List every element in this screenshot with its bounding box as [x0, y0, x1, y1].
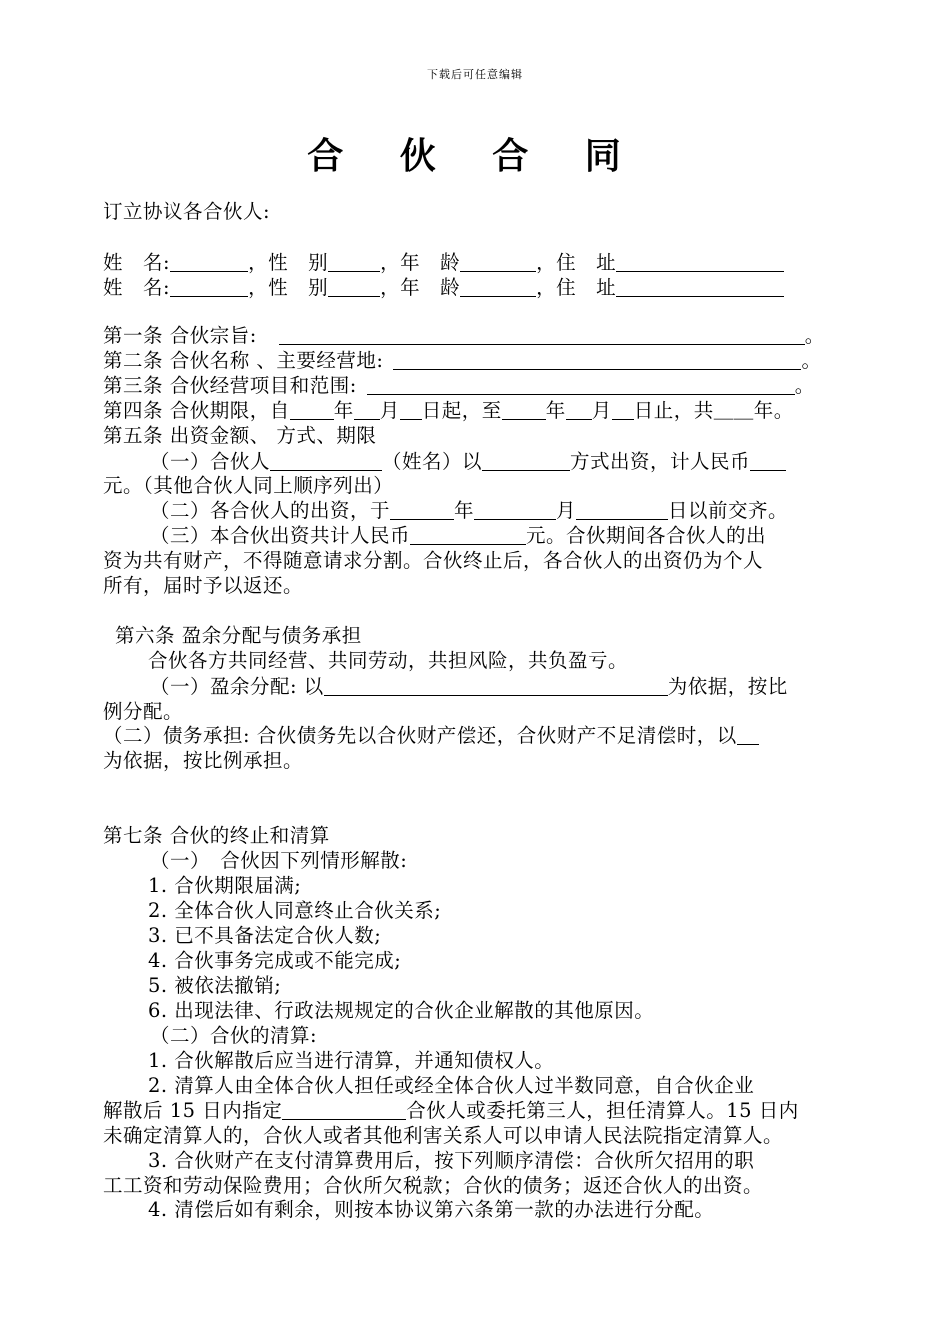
article-5-2: [150, 499, 788, 523]
list-item: 1. 合伙期限届满;: [148, 874, 302, 897]
article-3-text: 第三条 合伙经营项目和范围:: [103, 374, 357, 397]
party-row-2: [103, 276, 784, 300]
purpose-blank[interactable]: [279, 326, 805, 345]
end-day-blank[interactable]: [612, 401, 634, 420]
name-location-blank[interactable]: [393, 351, 801, 370]
end-mark: 。: [794, 374, 815, 397]
list-item: 2. 全体合伙人同意终止合伙关系;: [148, 899, 442, 922]
article-5-3b: 资为共有财产，不得随意请求分割。合伙终止后，各合伙人的出资仍为个人: [103, 549, 764, 572]
gender-label: ，性 别: [248, 251, 329, 274]
a5-2-month: 月: [556, 499, 577, 522]
article-7: 第七条 合伙的终止和清算: [103, 824, 330, 847]
list-item: 4. 清偿后如有剩余，则按本协议第六条第一款的办法进行分配。: [148, 1198, 715, 1221]
end-mark: 。: [801, 349, 822, 372]
intro-line: 订立协议各合伙人:: [103, 200, 271, 223]
list-item: 3. 已不具备法定合伙人数;: [148, 924, 382, 947]
a7-2-2b-text2: 合伙人或委托第三人，担任清算人。15 日内: [406, 1099, 799, 1122]
list-item: 2. 清算人由全体合伙人担任或经全体合伙人过半数同意，自合伙企业: [148, 1074, 755, 1097]
a4-year: 年: [333, 399, 354, 422]
a4-to: 日起，至: [421, 399, 502, 422]
article-6-2: [103, 724, 759, 748]
debt-basis-blank[interactable]: [737, 726, 759, 745]
scope-blank[interactable]: [367, 376, 795, 395]
a5-1-text3: 方式出资，计人民币: [570, 450, 751, 473]
article-6: 第六条 盈余分配与债务承担: [115, 624, 362, 647]
article-2: [103, 349, 821, 373]
article-5-1b: 元。（其他合伙人同上顺序列出）: [103, 474, 394, 497]
a4-end: 日止，共＿＿年。: [633, 399, 794, 422]
article-1: [103, 324, 825, 348]
age-label: ，年 龄: [380, 276, 461, 299]
gender-blank[interactable]: [328, 253, 380, 272]
a6-1-text2: 为依据，按比: [667, 675, 788, 698]
a5-2-text: （二）各合伙人的出资，于: [150, 499, 391, 522]
a4-month2: 月: [591, 399, 612, 422]
article-6-1b: 例分配。: [103, 700, 184, 723]
article-2-text: 第二条 合伙名称 、主要经营地:: [103, 349, 384, 372]
list-item: 4. 合伙事务完成或不能完成;: [148, 949, 402, 972]
list-item: 3. 合伙财产在支付清算费用后，按下列顺序清偿：合伙所欠招用的职: [148, 1149, 755, 1172]
profit-basis-blank[interactable]: [324, 677, 668, 696]
article-7-2: （二）合伙的清算:: [150, 1024, 318, 1047]
article-7-2-2b: [103, 1099, 799, 1123]
article-5-3c: 所有，届时予以返还。: [103, 574, 304, 597]
a5-3-text: （三）本合伙出资共计人民币: [150, 524, 411, 547]
article-6-2b: 为依据，按比例承担。: [103, 749, 304, 772]
article-7-2-3b: 工工资和劳动保险费用；合伙所欠税款；合伙的债务；返还合伙人的出资。: [103, 1174, 764, 1197]
article-7-2-2c: 未确定清算人的，合伙人或者其他利害关系人可以申请人民法院指定清算人。: [103, 1124, 784, 1147]
method-blank[interactable]: [482, 452, 570, 471]
end-mark: 。: [804, 324, 825, 347]
total-amount-blank[interactable]: [410, 526, 526, 545]
start-year-blank[interactable]: [290, 401, 334, 420]
pay-day-blank[interactable]: [576, 501, 668, 520]
address-blank[interactable]: [616, 278, 784, 297]
a5-1-text: （一）合伙人: [150, 450, 271, 473]
pay-year-blank[interactable]: [390, 501, 454, 520]
article-5-1: [150, 450, 786, 474]
list-item: 1. 合伙解散后应当进行清算，并通知债权人。: [148, 1049, 555, 1072]
article-6-1: [150, 675, 788, 699]
end-month-blank[interactable]: [566, 401, 592, 420]
gender-label: ，性 别: [248, 276, 329, 299]
a5-2-end: 日以前交齐。: [668, 499, 789, 522]
a4-month: 月: [379, 399, 400, 422]
party-row-1: [103, 251, 784, 275]
name-blank[interactable]: [170, 278, 248, 297]
pay-month-blank[interactable]: [474, 501, 556, 520]
a4-year2: 年: [545, 399, 566, 422]
article-5-3: [150, 524, 766, 548]
document-title: 合 伙 合 同: [307, 136, 643, 177]
a7-2-2b-text: 解散后 15 日内指定: [103, 1099, 283, 1122]
a5-3-text2: 元。合伙期间各合伙人的出: [526, 524, 767, 547]
end-year-blank[interactable]: [502, 401, 546, 420]
a6-2-text: （二）债务承担: 合伙债务先以合伙财产偿还，合伙财产不足清偿时，以: [103, 724, 737, 747]
list-item: 6. 出现法律、行政法规规定的合伙企业解散的其他原因。: [148, 999, 655, 1022]
gender-blank[interactable]: [328, 278, 380, 297]
a5-2-year: 年: [454, 499, 475, 522]
address-label: ，住 址: [536, 276, 617, 299]
name-label: 姓 名:: [103, 276, 171, 299]
start-month-blank[interactable]: [354, 401, 380, 420]
article-5: 第五条 出资金额、 方式、期限: [103, 424, 377, 447]
article-4: [103, 399, 794, 423]
age-blank[interactable]: [460, 278, 536, 297]
partner-name-blank[interactable]: [270, 452, 382, 471]
page-header: 下载后可任意编辑: [427, 68, 523, 81]
address-blank[interactable]: [616, 253, 784, 272]
article-7-1: （一） 合伙因下列情形解散:: [150, 849, 408, 872]
age-label: ，年 龄: [380, 251, 461, 274]
amount-blank[interactable]: [750, 452, 786, 471]
a6-1-text: （一）盈余分配: 以: [150, 675, 324, 698]
address-label: ，住 址: [536, 251, 617, 274]
list-item: 5. 被依法撤销;: [148, 974, 282, 997]
start-day-blank[interactable]: [400, 401, 422, 420]
article-6-intro: 合伙各方共同经营、共同劳动，共担风险，共负盈亏。: [148, 649, 629, 672]
liquidator-blank[interactable]: [282, 1101, 406, 1120]
a5-1-text2: （姓名）以: [382, 450, 483, 473]
article-3: [103, 374, 815, 398]
name-label: 姓 名:: [103, 251, 171, 274]
a4-text: 第四条 合伙期限，自: [103, 399, 290, 422]
name-blank[interactable]: [170, 253, 248, 272]
article-1-text: 第一条 合伙宗旨:: [103, 324, 257, 347]
age-blank[interactable]: [460, 253, 536, 272]
